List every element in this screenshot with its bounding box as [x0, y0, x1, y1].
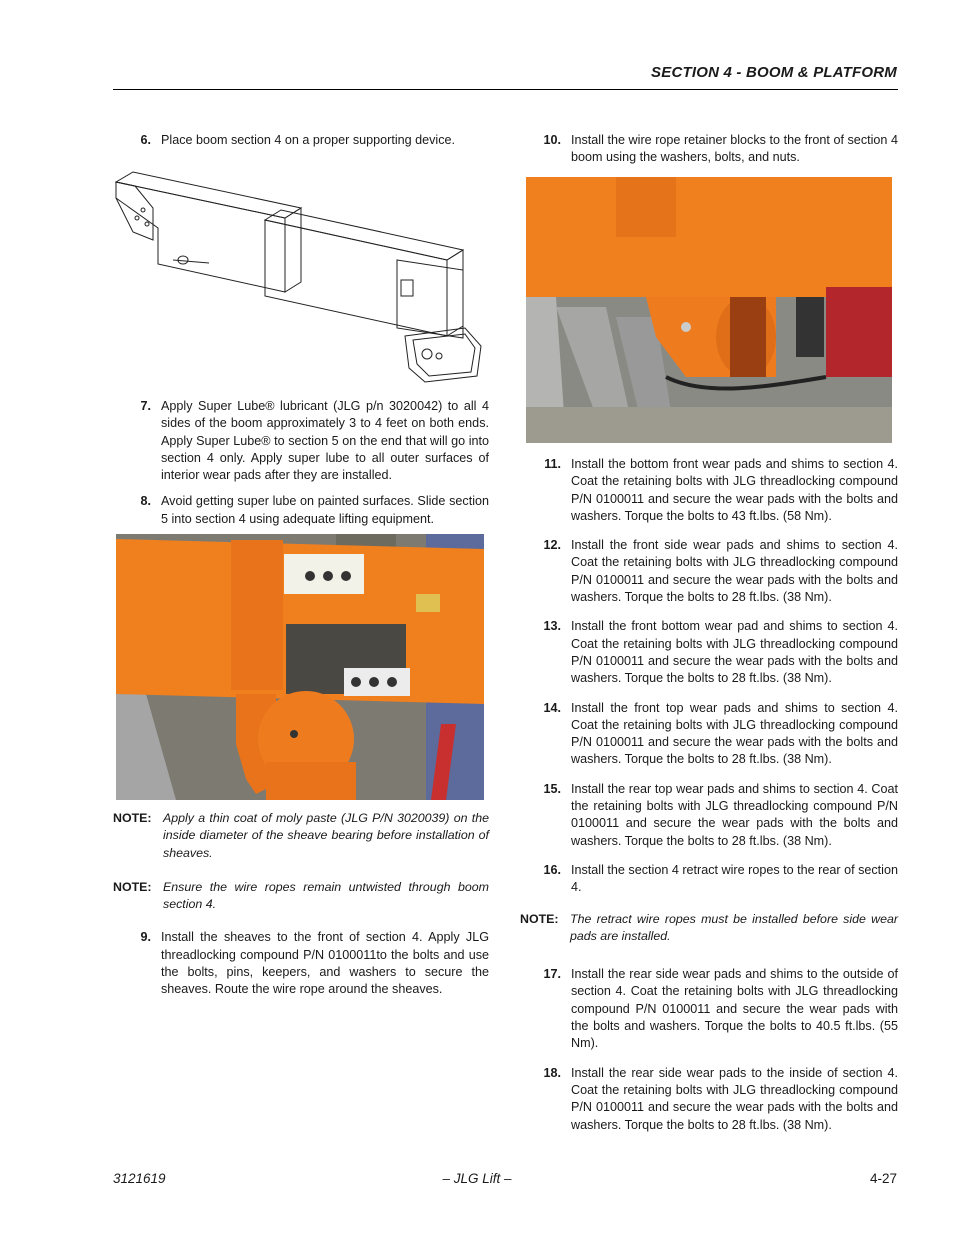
step-number: 8. — [140, 494, 151, 509]
right-column-step-10 — [520, 132, 898, 167]
note-text: Apply a thin coat of moly paste (JLG P/N 3020039) on the inside diameter of the sheave bearing before installation of sheaves. — [163, 811, 489, 860]
step-text: Install the rear side wear pads to the inside of section 4. Coat the retaining bolts with JLG threadlocking compound P/N 0100011 and secure the wear pads with the bolts and washers. Torque the bolts to 28 ft.lbs. (38 Nm). — [571, 1065, 898, 1132]
step-text: Install the sheaves to the front of section 4. Apply JLG threadlocking compound P/N 0100011to the bolts and use the bolts, pins, keepers, and washers to secure the sheaves. Route the wire rope around the sheaves. — [161, 930, 489, 997]
section-title: SECTION 4 - BOOM & PLATFORM — [651, 64, 897, 81]
step-text: Install the front bottom wear pad and shims to section 4. Coat the retaining bolts with JLG threadlocking compound P/N 0100011 and secure the wear pads with the bolts and washers. Torque the bolts to 28 ft.lbs. (38 Nm). — [571, 619, 898, 686]
step-number: 15. — [543, 781, 561, 796]
step-number: 6. — [140, 133, 151, 147]
note-label: NOTE: — [113, 811, 152, 825]
step-text: Apply Super Lube® lubricant (JLG p/n 3020042) to all 4 sides of the boom approximately 3 to 4 feet on both ends. Apply Super Lube® to section 5 on the end that will go into section 4 only. Apply super lube to all outer surfaces of interior wear pads after they are installed. — [161, 399, 489, 483]
step-number: 12. — [543, 538, 561, 553]
step-text: Install the front side wear pads and shims to section 4. Coat the retaining bolts with JLG threadlocking compound P/N 0100011 and secure the wear pads with the bolts and washers. Torque the bolts to 28 ft.lbs. (38 Nm). — [571, 538, 898, 605]
note-label: NOTE: — [113, 879, 152, 894]
step-text: Avoid getting super lube on painted surfaces. Slide section 5 into section 4 using adequate lifting equipment. — [161, 494, 489, 526]
note-text: Ensure the wire ropes remain untwisted through boom section 4. — [163, 879, 489, 912]
left-column-steps-7-8 — [113, 398, 489, 528]
note-moly-paste — [113, 810, 489, 862]
note-label: NOTE: — [520, 911, 559, 926]
step-number: 10. — [543, 133, 561, 147]
step-text: Install the rear top wear pads and shims to section 4. Coat the retaining bolts with JLG threadlocking compound P/N 0100011 and secure the wear pads with the bolts and washers. Torque the bolts to 28 ft.lbs. (38 Nm). — [571, 781, 898, 848]
right-column-steps — [520, 456, 898, 1134]
footer-doc-number: 3121619 — [113, 1171, 166, 1186]
step-text: Install the front top wear pads and shims to section 4. Coat the retaining bolts with JLG threadlocking compound P/N 0100011 and secure the wear pads with the bolts and washers. Torque the bolts to 28 ft.lbs. (38 Nm). — [571, 700, 898, 767]
step-9 — [113, 929, 489, 998]
left-column — [113, 132, 489, 149]
footer-center: – JLG Lift – — [442, 1171, 512, 1186]
step-6 — [113, 132, 489, 149]
step-number: 16. — [543, 862, 561, 877]
photo-boom-sheave-installation — [116, 534, 484, 800]
step-18 — [520, 1065, 898, 1134]
step-text: Install the rear side wear pads and shims to the outside of section 4. Coat the retaining bolts with JLG threadlocking compound P/N 0100011 and secure the wear pads with the bolts and washers. Torque the bolts to 40.5 ft.lbs. (55 Nm). — [571, 967, 898, 1051]
step-number: 18. — [543, 1065, 561, 1080]
step-text: Install the section 4 retract wire ropes to the rear of section 4. — [571, 862, 898, 895]
step-number: 11. — [544, 457, 561, 471]
photo-wire-rope-retainer-blocks — [526, 177, 892, 443]
step-7 — [113, 398, 489, 484]
step-16 — [520, 862, 898, 897]
note-retract-ropes — [520, 911, 898, 946]
note-text: The retract wire ropes must be installed before side wear pads are installed. — [570, 911, 898, 943]
step-number: 7. — [140, 399, 151, 413]
header-rule — [113, 89, 898, 90]
step-15 — [520, 781, 898, 850]
step-12 — [520, 537, 898, 606]
step-8 — [113, 493, 489, 528]
step-number: 9. — [140, 930, 151, 945]
step-number: 13. — [543, 619, 561, 634]
footer-page-number: 4-27 — [869, 1171, 897, 1186]
note-wire-ropes — [113, 879, 489, 914]
step-13 — [520, 618, 898, 687]
step-11 — [520, 456, 898, 525]
boom-line-drawing — [113, 168, 489, 386]
step-number: 14. — [543, 700, 561, 715]
step-text: Install the bottom front wear pads and shims to section 4. Coat the retaining bolts with JLG threadlocking compound P/N 0100011 and secure the wear pads with the bolts and washers. Torque the bolts to 43 ft.lbs. (58 Nm). — [571, 457, 898, 523]
left-column-notes — [113, 810, 489, 999]
step-17 — [520, 966, 898, 1052]
step-14 — [520, 700, 898, 769]
step-text: Install the wire rope retainer blocks to the front of section 4 boom using the washers, bolts, and nuts. — [571, 133, 898, 165]
step-number: 17. — [543, 967, 561, 982]
step-10 — [520, 132, 898, 167]
step-text: Place boom section 4 on a proper supporting device. — [161, 133, 456, 147]
